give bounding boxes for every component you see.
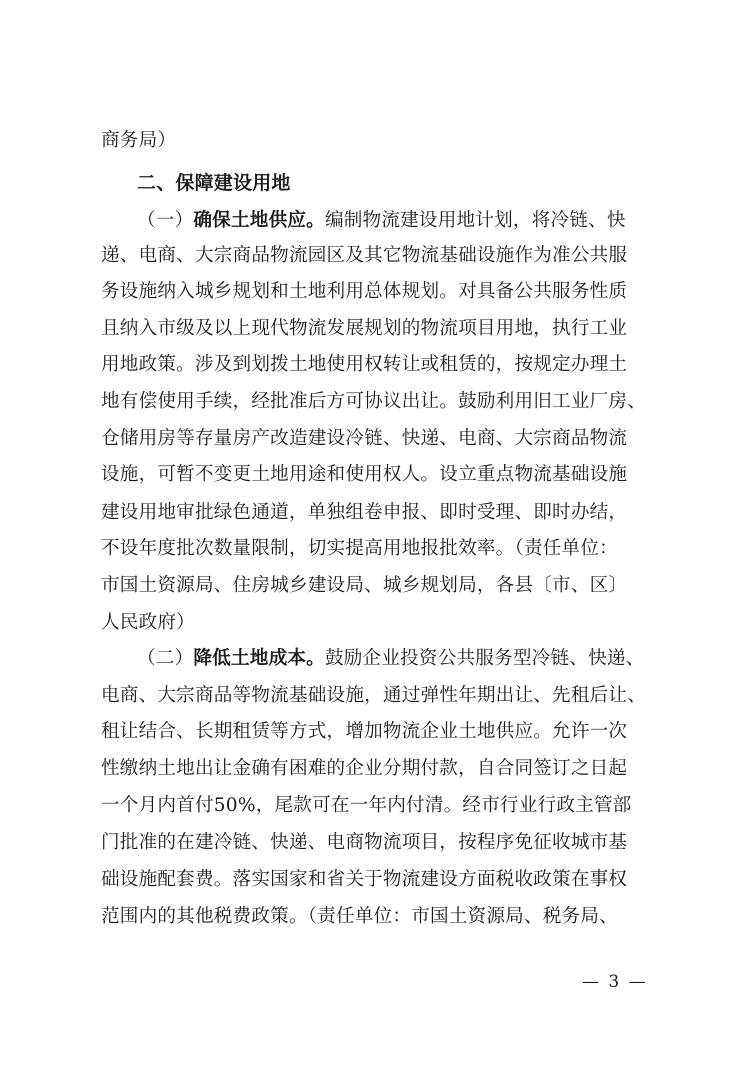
text-run: 地有偿使用手续，经批准后方可协议出让。鼓励利用旧工业厂房、: [101, 391, 647, 412]
text-line: [101, 869, 666, 891]
text-run: 不设年度批次数量限制，切实提高用地报批效率。（责任单位：: [101, 538, 618, 559]
text-line: [101, 464, 666, 486]
text-run: 设施，可暂不变更土地用途和使用权人。设立重点物流基础设施: [101, 464, 628, 485]
text-line: [101, 906, 666, 928]
text-line: [101, 685, 666, 707]
text-line: [101, 318, 666, 340]
text-run: 租让结合、长期租赁等方式，增加物流企业土地供应。允许一次: [101, 721, 628, 742]
text-line: [101, 538, 666, 560]
text-run: 编制物流建设用地计划，将冷链、快: [324, 210, 626, 231]
text-run: 用地政策。涉及到划拨土地使用权转让或租赁的，按规定办理土: [101, 354, 628, 375]
text-run: 鼓励企业投资公共服务型冷链、快递、: [324, 648, 645, 669]
text-line: [101, 575, 666, 597]
text-run: 且纳入市级及以上现代物流发展规划的物流项目用地，执行工业: [101, 318, 628, 339]
subsection-title: 确保土地供应。: [193, 210, 325, 231]
text-run: 础设施配套费。落实国家和省关于物流建设方面税收政策在事权: [101, 869, 628, 890]
subsection-first-line: [137, 210, 702, 232]
text-run: 商务局）: [101, 130, 177, 151]
text-run: 务设施纳入城乡规划和土地利用总体规划。对具备公共服务性质: [101, 281, 628, 302]
text-run: 人民政府）: [101, 612, 195, 633]
text-line: [101, 245, 666, 267]
text-line: [101, 391, 666, 413]
page-number: — 3 —: [582, 972, 648, 992]
subsection-number: （一）: [137, 210, 194, 231]
text-line: [101, 795, 666, 817]
text-line: [101, 354, 666, 376]
text-run: 电商、大宗商品等物流基础设施，通过弹性年期出让、先租后让、: [101, 685, 647, 706]
text-run: 门批准的在建冷链、快递、电商物流项目，按程序免征收城市基: [101, 832, 628, 853]
text-run: 建设用地审批绿色通道，单独组卷申报、即时受理、即时办结，: [101, 502, 628, 523]
text-run: 递、电商、大宗商品物流园区及其它物流基础设施作为准公共服: [101, 245, 628, 266]
text-line: [101, 502, 666, 524]
text-line: [101, 758, 666, 780]
text-run: 一个月内首付50%，尾款可在一年内付清。经市行业行政主管部: [101, 795, 632, 816]
subsection-first-line: [137, 648, 702, 670]
section-heading: [137, 172, 702, 194]
text-run: 仓储用房等存量房产改造建设冷链、快递、电商、大宗商品物流: [101, 428, 628, 449]
text-line: [101, 612, 666, 634]
text-line: [101, 832, 666, 854]
subsection-title: 降低土地成本。: [193, 648, 325, 669]
text-line: [101, 281, 666, 303]
text-line: [101, 721, 666, 743]
heading-text: 二、保障建设用地: [137, 172, 291, 194]
subsection-number: （二）: [137, 648, 194, 669]
text-run: 市国土资源局、住房城乡建设局、城乡规划局，各县〔市、区〕: [101, 575, 628, 596]
text-line: [101, 130, 666, 152]
text-run: 性缴纳土地出让金确有困难的企业分期付款，自合同签订之日起: [101, 758, 628, 779]
text-line: [101, 428, 666, 450]
text-run: 范围内的其他税费政策。（责任单位：市国土资源局、税务局、: [101, 906, 618, 927]
